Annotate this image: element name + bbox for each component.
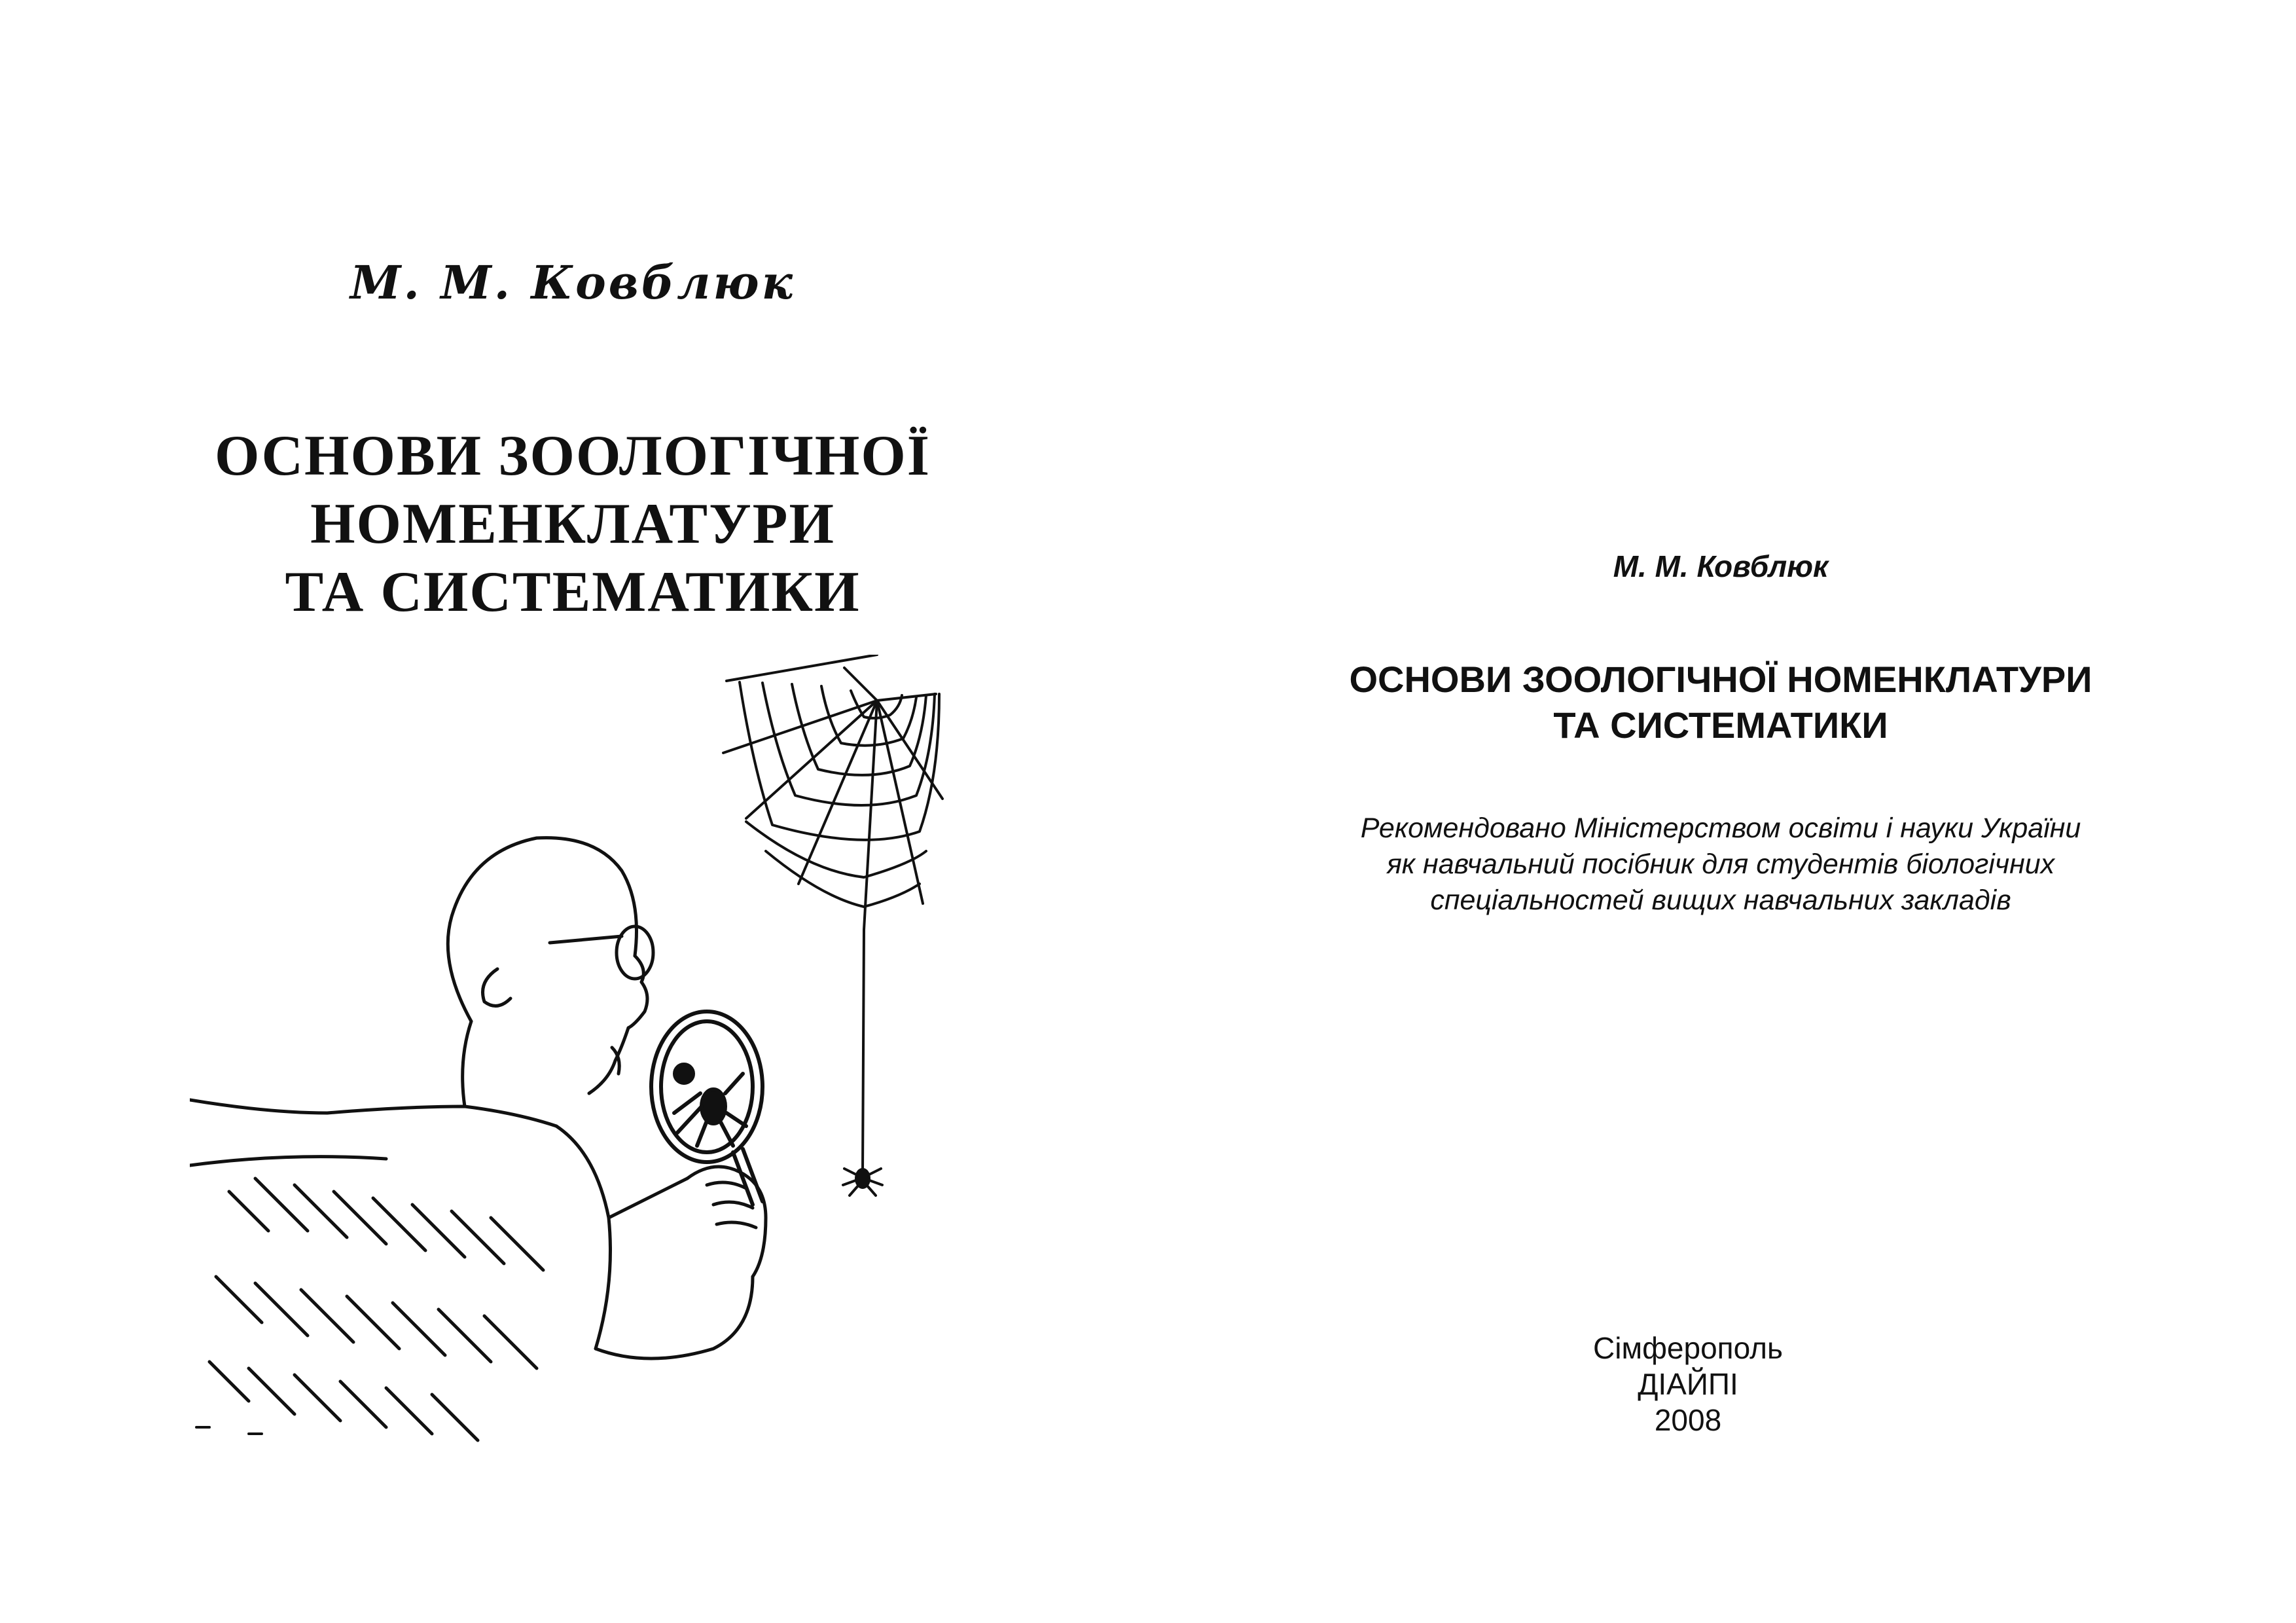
cover-illustration bbox=[190, 655, 962, 1453]
title-page-title-line: ОСНОВИ ЗООЛОГІЧНОЇ НОМЕНКЛАТУРИ bbox=[1349, 659, 2092, 700]
imprint bbox=[1475, 1330, 1901, 1438]
title-page bbox=[1148, 0, 2296, 1623]
title-page-title bbox=[1279, 657, 2162, 748]
publication-year: 2008 bbox=[1654, 1403, 1722, 1437]
recommendation-line: Рекомендовано Міністерством освіти і науки України bbox=[1360, 812, 2081, 844]
title-page-title-line: ТА СИСТЕМАТИКИ bbox=[1553, 704, 1888, 746]
spider-drawing bbox=[843, 1169, 882, 1195]
cover-title-line: ТА СИСТЕМАТИКИ bbox=[285, 560, 861, 624]
recommendation-text bbox=[1279, 811, 2162, 919]
recommendation-line: спеціальностей вищих навчальних закладів bbox=[1430, 884, 2011, 916]
spider-web-drawing bbox=[723, 655, 942, 1172]
title-page-author: М. М. Ковблюк bbox=[1613, 549, 1829, 583]
cover-title-line: ОСНОВИ ЗООЛОГІЧНОЇ bbox=[214, 424, 931, 488]
cover-title bbox=[131, 422, 1014, 627]
cover-title-line: НОМЕНКЛАТУРИ bbox=[310, 492, 835, 556]
cover-author: М. М. Ковблюк bbox=[350, 255, 796, 310]
recommendation-line: як навчальний посібник для студентів біологічних bbox=[1386, 848, 2055, 880]
publication-city: Сімферополь bbox=[1593, 1331, 1783, 1365]
publisher-name: ДІАЙПІ bbox=[1638, 1367, 1738, 1401]
